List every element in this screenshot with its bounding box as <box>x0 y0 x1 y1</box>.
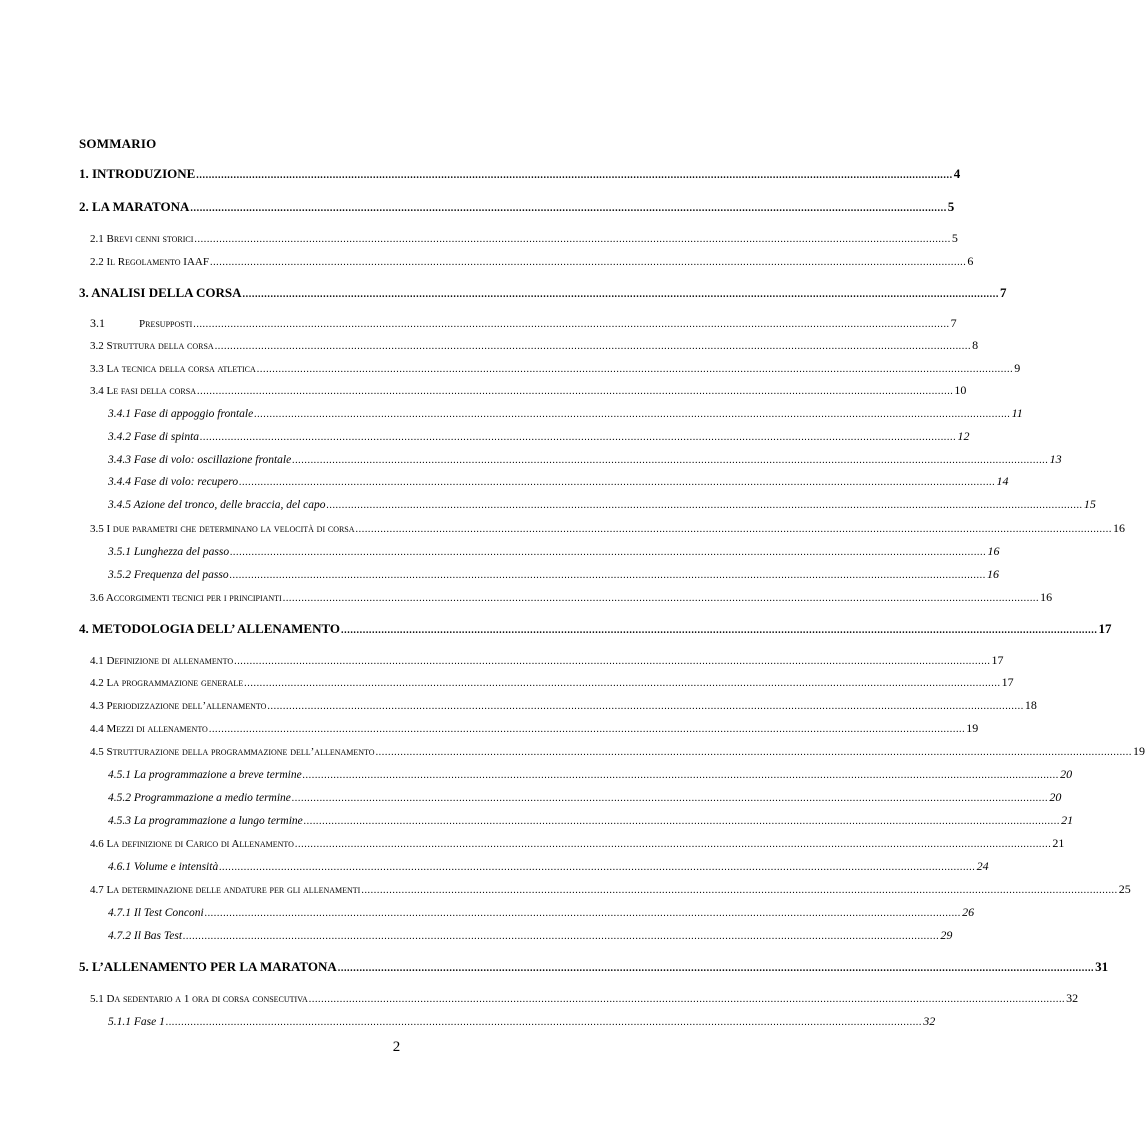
toc-title: 4.7.1 Il Test Conconi <box>108 907 204 919</box>
dot-leader: .................................................................................................................................................................................................................................................... <box>197 386 954 397</box>
toc-entry-3-6[interactable] <box>90 588 1053 606</box>
toc-entry-4-3[interactable] <box>90 696 1037 714</box>
toc-entry-4-2[interactable] <box>90 673 1014 691</box>
dot-leader: .................................................................................................................................................................................................................................................... <box>209 257 967 268</box>
dot-leader: .................................................................................................................................................................................................................................................... <box>194 234 951 245</box>
toc-entry-4-6[interactable] <box>90 834 1065 852</box>
toc-title: 3.5.1 Lunghezza del passo <box>108 546 230 558</box>
toc-page: 16 <box>987 567 1000 581</box>
toc-page: 19 <box>1132 744 1145 758</box>
toc-page: 13 <box>1049 452 1062 466</box>
dot-leader: .................................................................................................................................................................................................................................................... <box>292 455 1049 466</box>
toc-entry-4-7[interactable] <box>90 880 1131 898</box>
dot-leader: .................................................................................................................................................................................................................................................... <box>244 678 1001 689</box>
toc-page: 32 <box>1066 991 1079 1005</box>
toc-entry-3-4-4[interactable] <box>108 472 1009 490</box>
toc-page: 17 <box>991 653 1004 667</box>
toc-page: 25 <box>1118 882 1131 896</box>
toc-title: 4.5.2 Programmazione a medio termine <box>108 792 291 804</box>
toc-number: 3.1 <box>90 316 105 330</box>
dot-leader: .................................................................................................................................................................................................................................................... <box>267 701 1024 712</box>
dot-leader: .................................................................................................................................................................................................................................................... <box>214 341 972 352</box>
toc-entry-4-5-2[interactable] <box>108 788 1062 806</box>
toc-entry-3-4-3[interactable] <box>108 450 1062 468</box>
toc-page: 31 <box>1095 959 1109 974</box>
toc-title: 4.5.3 La programmazione a lungo termine <box>108 815 303 827</box>
toc-page: 24 <box>976 859 989 873</box>
dot-leader: .................................................................................................................................................................................................................................................... <box>230 547 987 558</box>
dot-leader: .................................................................................................................................................................................................................................................... <box>254 409 1011 420</box>
toc-entry-4-7-2[interactable] <box>108 926 953 944</box>
dot-leader: .................................................................................................................................................................................................................................................... <box>183 931 940 942</box>
toc-page: 5 <box>951 231 958 245</box>
toc-page: 16 <box>1112 521 1125 535</box>
toc-entry-3-3[interactable] <box>90 359 1021 377</box>
toc-entry-4-5-3[interactable] <box>108 811 1074 829</box>
toc-title: 4.4 Mezzi di allenamento <box>90 723 208 735</box>
toc-entry-2-1[interactable] <box>90 229 958 247</box>
toc-entry-3-5-1[interactable] <box>108 542 1000 560</box>
toc-entry-4[interactable] <box>79 620 1112 638</box>
toc-page: 5 <box>947 199 955 214</box>
dot-leader: .................................................................................................................................................................................................................................................... <box>165 1017 923 1028</box>
dot-leader: .................................................................................................................................................................................................................................................... <box>234 656 991 667</box>
dot-leader: .................................................................................................................................................................................................................................................... <box>291 793 1049 804</box>
toc-title: 4.7 La determinazione delle andature per gli allenamenti <box>90 884 361 896</box>
toc-title: 3.4.3 Fase di volo: oscillazione frontale <box>108 454 292 466</box>
toc-title: 5.1 Da sedentario a 1 ora di corsa consecutiva <box>90 993 308 1005</box>
toc-title: 2.2 Il Regolamento IAAF <box>90 256 209 268</box>
dot-leader: .................................................................................................................................................................................................................................................... <box>219 862 976 873</box>
toc-entry-5-1[interactable] <box>90 989 1079 1007</box>
dot-leader: .................................................................................................................................................................................................................................................... <box>239 477 996 488</box>
dot-leader: .................................................................................................................................................................................................................................................... <box>282 593 1040 604</box>
toc-entry-2[interactable] <box>79 198 955 216</box>
dot-leader: .................................................................................................................................................................................................................................................... <box>242 289 999 300</box>
toc-entry-1[interactable] <box>79 165 961 183</box>
toc-page: 19 <box>966 721 979 735</box>
toc-title: 4.6 La definizione di Carico di Allenamento <box>90 838 294 850</box>
toc-title: 3.4.2 Fase di spinta <box>108 431 200 443</box>
toc-title: 5.1.1 Fase 1 <box>108 1016 165 1028</box>
toc-title: 3.4 Le fasi della corsa <box>90 385 196 397</box>
toc-title: 3.4.5 Azione del tronco, delle braccia, del capo <box>108 499 326 511</box>
toc-page: 14 <box>996 474 1009 488</box>
toc-title <box>90 314 192 333</box>
toc-entry-3-1[interactable] <box>90 314 957 332</box>
toc-page: 10 <box>954 383 967 397</box>
toc-title: 3.4.4 Fase di volo: recupero <box>108 476 239 488</box>
toc-entry-3-4-1[interactable] <box>108 404 1023 422</box>
toc-page: 18 <box>1024 698 1037 712</box>
dot-leader: .................................................................................................................................................................................................................................................... <box>193 319 950 330</box>
toc-entry-3-5[interactable] <box>90 519 1125 537</box>
toc-title: 4.2 La programmazione generale <box>90 677 244 689</box>
toc-page: 15 <box>1083 497 1096 511</box>
toc-page: 4 <box>953 166 961 181</box>
toc-page: 29 <box>940 928 953 942</box>
dot-leader: .................................................................................................................................................................................................................................................... <box>204 908 962 919</box>
toc-title: 4.7.2 Il Bas Test <box>108 930 183 942</box>
toc-title: 2. LA MARATONA <box>79 199 190 214</box>
toc-title: 4.5.1 La programmazione a breve termine <box>108 769 302 781</box>
toc-title: 5. L’ALLENAMENTO PER LA MARATONA <box>79 959 337 974</box>
toc-page: 20 <box>1049 790 1062 804</box>
dot-leader: .................................................................................................................................................................................................................................................... <box>303 816 1061 827</box>
toc-title: 4.3 Periodizzazione dell’allenamento <box>90 700 267 712</box>
dot-leader: .................................................................................................................................................................................................................................................... <box>190 203 947 214</box>
page-number: 2 <box>392 1039 401 1055</box>
toc-page: 17 <box>1001 675 1014 689</box>
toc-page: 17 <box>1098 621 1112 636</box>
toc-entry-2-2[interactable] <box>90 252 974 270</box>
toc-entry-4-5[interactable] <box>90 742 1145 760</box>
dot-leader: .................................................................................................................................................................................................................................................... <box>208 724 966 735</box>
toc-entry-3[interactable] <box>79 284 1007 302</box>
toc-title: 4.5 Strutturazione della programmazione dell’allenamento <box>90 746 375 758</box>
toc-page: 26 <box>962 905 975 919</box>
dot-leader: .................................................................................................................................................................................................................................................... <box>375 747 1132 758</box>
toc-entry-4-1[interactable] <box>90 651 1004 669</box>
dot-leader: .................................................................................................................................................................................................................................................... <box>302 770 1060 781</box>
toc-title: 3.2 Struttura della corsa <box>90 340 214 352</box>
toc-entry-4-5-1[interactable] <box>108 765 1073 783</box>
toc-title: 3.4.1 Fase di appoggio frontale <box>108 408 254 420</box>
toc-title: 3.5 I due parametri che determinano la velocità di corsa <box>90 523 355 535</box>
toc-entry-4-4[interactable] <box>90 719 979 737</box>
toc-heading: SOMMARIO <box>79 136 157 151</box>
toc-entry-5[interactable] <box>79 958 1109 976</box>
toc-page: 32 <box>923 1014 936 1028</box>
toc-entry-3-2[interactable] <box>90 336 979 354</box>
toc-entry-3-4-2[interactable] <box>108 427 970 445</box>
dot-leader: .................................................................................................................................................................................................................................................... <box>341 625 1098 636</box>
toc-entry-4-7-1[interactable] <box>108 903 975 921</box>
toc-page: 9 <box>1014 361 1021 375</box>
toc-entry-3-5-2[interactable] <box>108 565 1000 583</box>
dot-leader: .................................................................................................................................................................................................................................................... <box>196 170 953 181</box>
dot-leader: .................................................................................................................................................................................................................................................... <box>256 364 1014 375</box>
dot-leader: .................................................................................................................................................................................................................................................... <box>200 432 957 443</box>
toc-page: 7 <box>950 316 957 330</box>
toc-title: 4.6.1 Volume e intensità <box>108 861 219 873</box>
toc-entry-4-6-1[interactable] <box>108 857 989 875</box>
dot-leader: .................................................................................................................................................................................................................................................... <box>229 570 987 581</box>
dot-leader: .................................................................................................................................................................................................................................................... <box>326 500 1083 511</box>
toc-entry-3-4[interactable] <box>90 381 967 399</box>
toc-title: 3.6 Accorgimenti tecnici per i principianti <box>90 592 282 604</box>
toc-page: 8 <box>972 338 979 352</box>
dot-leader: .................................................................................................................................................................................................................................................... <box>355 524 1112 535</box>
dot-leader: .................................................................................................................................................................................................................................................... <box>308 994 1066 1005</box>
toc-title: 4. METODOLOGIA DELL’ ALLENAMENTO <box>79 621 341 636</box>
toc-page: 6 <box>967 254 974 268</box>
toc-page: 16 <box>987 544 1000 558</box>
toc-page: 16 <box>1040 590 1053 604</box>
toc-page: 12 <box>957 429 970 443</box>
toc-title: 2.1 Brevi cenni storici <box>90 233 194 245</box>
toc-page: 20 <box>1060 767 1073 781</box>
toc-entry-5-1-1[interactable] <box>108 1012 936 1030</box>
toc-page: 7 <box>999 285 1007 300</box>
toc-title: 4.1 Definizione di allenamento <box>90 655 234 667</box>
toc-page: 21 <box>1061 813 1074 827</box>
toc-entry-3-4-5[interactable] <box>108 495 1096 513</box>
dot-leader: .................................................................................................................................................................................................................................................... <box>361 885 1118 896</box>
toc-page: 21 <box>1052 836 1065 850</box>
toc-title: 3.5.2 Frequenza del passo <box>108 569 229 581</box>
toc-page: 11 <box>1011 406 1023 420</box>
toc-title: 3.3 La tecnica della corsa atletica <box>90 363 256 375</box>
toc-title: 1. INTRODUZIONE <box>79 166 196 181</box>
dot-leader: .................................................................................................................................................................................................................................................... <box>294 839 1052 850</box>
toc-title: 3. ANALISI DELLA CORSA <box>79 285 242 300</box>
dot-leader: .................................................................................................................................................................................................................................................... <box>337 963 1095 974</box>
toc-title-text: Presupposti <box>139 318 193 330</box>
